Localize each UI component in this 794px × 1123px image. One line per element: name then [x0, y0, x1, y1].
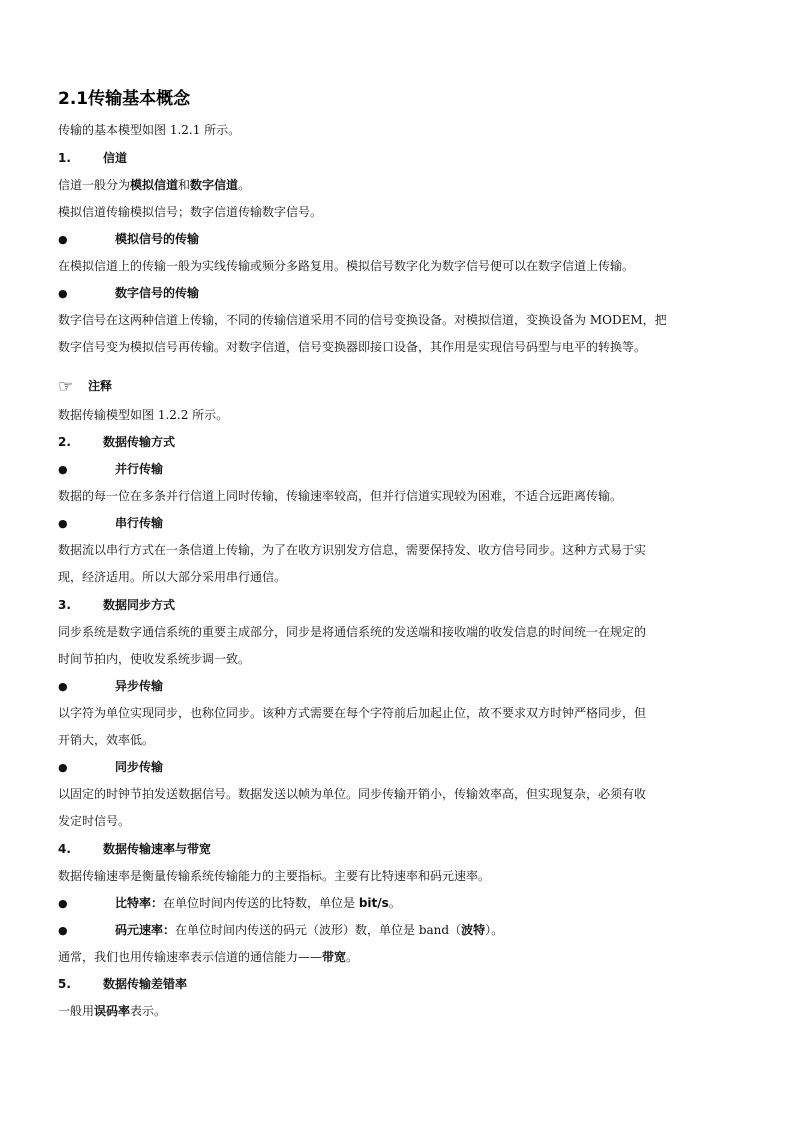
bullet-dot: ●	[58, 897, 68, 910]
text-run: 表示。	[130, 1004, 167, 1018]
bullet-title: 并行传输	[115, 462, 164, 476]
channel-paragraph-2: 模拟信道传输模拟信号；数字信道传输数字信号。	[58, 205, 323, 219]
text-run: 在单位时间内传送的码元（波形）数，单位是 band（	[175, 923, 462, 937]
bullet-baud	[58, 922, 503, 939]
bullet-title: 码元速率：	[115, 923, 176, 937]
note-paragraph: 数据传输模型如图 1.2.2 所示。	[58, 408, 229, 422]
section-heading: 2.1传输基本概念	[58, 89, 191, 109]
bold-term: bit/s	[358, 896, 389, 910]
serial-paragraph-line-2: 现，经济适用。所以大部分采用串行通信。	[58, 570, 287, 584]
bullet-digital	[58, 285, 199, 302]
async-paragraph-line-2: 开销大，效率低。	[58, 733, 155, 747]
bullet-async	[58, 678, 163, 695]
bullet-title: 串行传输	[115, 516, 164, 530]
subsection-1-title: 信道	[103, 151, 128, 165]
synctx-paragraph-line-2: 发定时信号。	[58, 814, 131, 828]
bullet-dot: ●	[58, 233, 68, 246]
bandwidth-paragraph	[58, 949, 358, 965]
analog-paragraph: 在模拟信道上的传输一般为实线传输或频分多路复用。模拟信号数字化为数字信号便可以在数字信道上传输。	[58, 259, 635, 273]
bullet-dot: ●	[58, 463, 68, 476]
subsection-1-heading	[58, 150, 127, 166]
subsection-5-heading	[58, 976, 187, 992]
bold-term: 带宽	[322, 950, 347, 964]
bullet-title: 异步传输	[115, 679, 164, 693]
bullet-dot: ●	[58, 287, 68, 300]
subsection-2-heading	[58, 434, 175, 450]
subsection-4-number: 4.	[58, 842, 71, 856]
text-run: 和	[178, 178, 191, 192]
rate-paragraph: 数据传输速率是衡量传输系统传输能力的主要指标。主要有比特速率和码元速率。	[58, 869, 491, 883]
bullet-title: 比特率：	[115, 896, 164, 910]
note-label: 注释	[88, 379, 113, 393]
bullet-dot: ●	[58, 680, 68, 693]
note-heading	[58, 378, 112, 395]
intro-paragraph: 传输的基本模型如图 1.2.1 所示。	[58, 123, 241, 137]
text-run: 通常，我们也用传输速率表示信道的通信能力——	[58, 950, 323, 964]
bullet-dot: ●	[58, 761, 68, 774]
bullet-title: 同步传输	[115, 760, 164, 774]
subsection-5-title: 数据传输差错率	[103, 977, 188, 991]
subsection-3-title: 数据同步方式	[103, 598, 176, 612]
text-run: 信道一般分为	[58, 178, 131, 192]
bullet-title: 数字信号的传输	[115, 286, 200, 300]
bullet-bitrate	[58, 895, 401, 912]
text-run: 。	[388, 896, 401, 910]
text-run: 。	[346, 950, 359, 964]
error-rate-paragraph	[58, 1003, 166, 1019]
serial-paragraph-line-1: 数据流以串行方式在一条信道上传输，为了在收方识别发方信息，需要保持发、收方信号同步。这种方式易于实	[58, 543, 647, 557]
bold-term: 模拟信道	[130, 178, 179, 192]
channel-paragraph	[58, 177, 250, 193]
bullet-dot: ●	[58, 924, 68, 937]
subsection-2-number: 2.	[58, 435, 71, 449]
sync-paragraph-line-2: 时间节拍内，使收发系统步调一致。	[58, 652, 251, 666]
bold-term: 误码率	[94, 1004, 131, 1018]
bullet-sync-transmission	[58, 759, 163, 776]
subsection-4-heading	[58, 841, 211, 857]
bullet-dot: ●	[58, 517, 68, 530]
subsection-4-title: 数据传输速率与带宽	[103, 842, 212, 856]
synctx-paragraph-line-1: 以固定的时钟节拍发送数据信号。数据发送以帧为单位。同步传输开销小，传输效率高，但实现复杂，必须有收	[58, 787, 647, 801]
parallel-paragraph: 数据的每一位在多条并行信道上同时传输，传输速率较高，但并行信道实现较为困难，不适合远距离传输。	[58, 489, 623, 503]
bold-term: 数字信道	[190, 178, 239, 192]
bullet-serial	[58, 515, 163, 532]
async-paragraph-line-1: 以字符为单位实现同步，也称位同步。该种方式需要在每个字符前后加起止位，故不要求双方时钟严格同步，但	[58, 706, 647, 720]
bullet-parallel	[58, 461, 163, 478]
text-run: 在单位时间内传送的比特数，单位是	[163, 896, 359, 910]
bullet-analog	[58, 231, 199, 248]
sync-paragraph-line-1: 同步系统是数字通信系统的重要主成部分，同步是将通信系统的发送端和接收端的收发信息的时间统一在规定的	[58, 625, 647, 639]
text-run: ）。	[485, 923, 504, 937]
digital-paragraph-line-2: 数字信号变为模拟信号再传输。对数字信道，信号变换器即接口设备，其作用是实现信号码型与电平的转换等。	[58, 340, 647, 354]
text-run: 。	[238, 178, 251, 192]
subsection-3-number: 3.	[58, 598, 71, 612]
bold-term: 波特	[461, 923, 486, 937]
subsection-2-title: 数据传输方式	[103, 435, 176, 449]
text-run: 一般用	[58, 1004, 95, 1018]
digital-paragraph-line-1: 数字信号在这两种信道上传输，不同的传输信道采用不同的信号变换设备。对模拟信道，变换设备为 MODEM，把	[58, 313, 667, 327]
subsection-1-number: 1.	[58, 151, 71, 165]
subsection-5-number: 5.	[58, 977, 71, 991]
pointing-hand-icon: ☞	[58, 377, 74, 397]
subsection-3-heading	[58, 597, 175, 613]
bullet-title: 模拟信号的传输	[115, 232, 200, 246]
